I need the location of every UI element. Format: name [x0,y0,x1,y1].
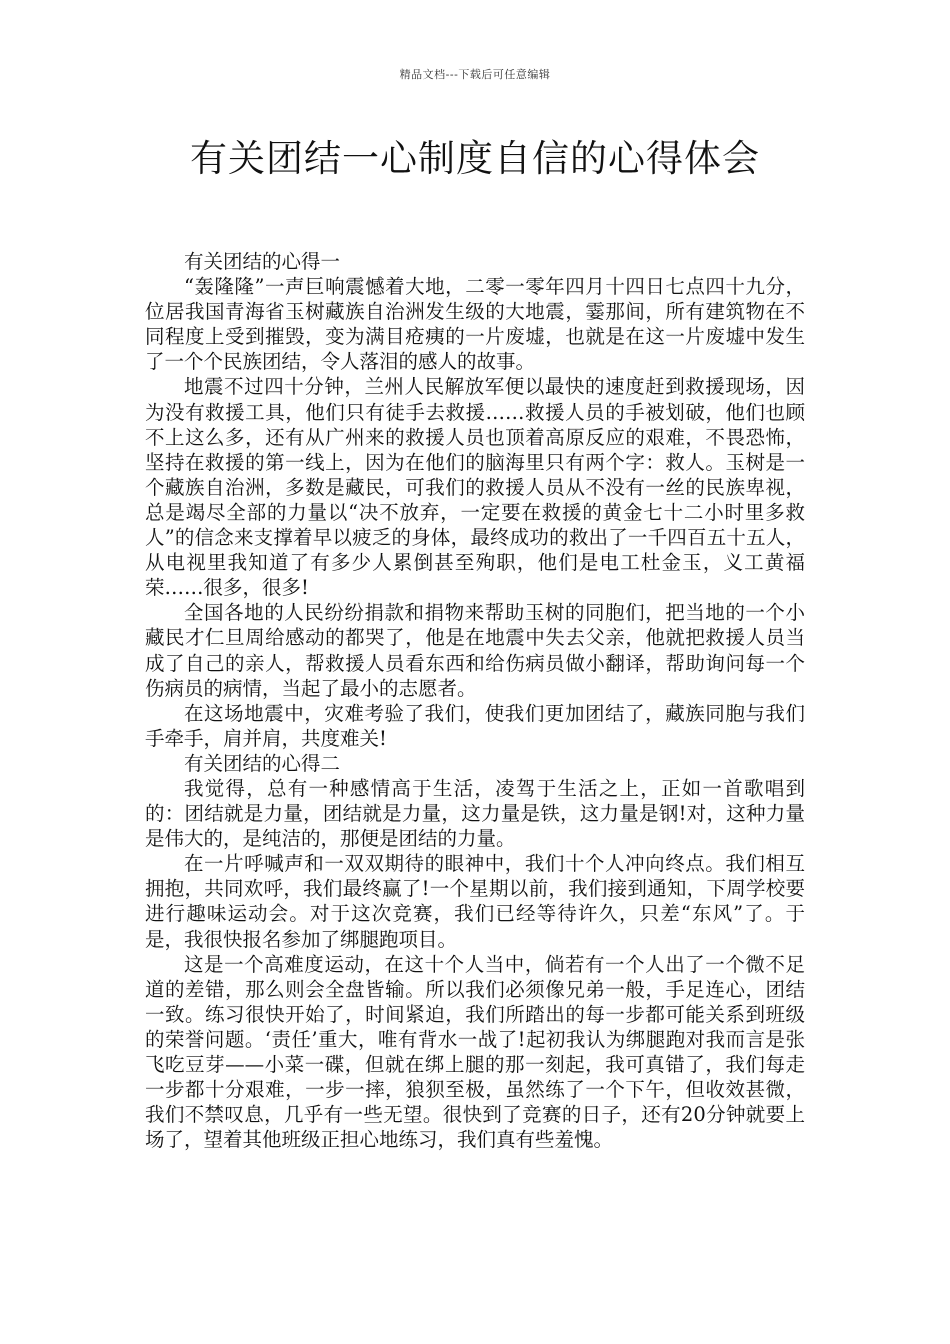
document-body [145,249,805,1152]
body-paragraph: 我觉得，总有一种感情高于生活，凌驾于生活之上，正如一首歌唱到的：团结就是力量，团结就是力量，这力量是铁，这力量是钢!对，这种力量是伟大的，是纯洁的，那便是团结的力量。 [145,776,805,851]
body-paragraph: 地震不过四十分钟，兰州人民解放军便以最快的速度赶到救援现场，因为没有救援工具，他们只有徒手去救援……救援人员的手被划破，他们也顾不上这么多，还有从广州来的救援人员也顶着高原反应的艰难，不畏恐怖，坚持在救援的第一线上，因为在他们的脑海里只有两个字：救人。玉树是一个藏族自治洲，多数是藏民，可我们的救援人员从不没有一丝的民族卑视，总是竭尽全部的力量以“决不放弃，一定要在救援的黄金七十二小时里多救人”的信念来支撑着早以疲乏的身体，最终成功的救出了一千四百五十五人，从电视里我知道了有多少人累倒甚至殉职，他们是电工杜金玉，义工黄福荣……很多，很多! [145,375,805,600]
body-paragraph: 全国各地的人民纷纷捐款和捐物来帮助玉树的同胞们，把当地的一个小藏民才仁旦周给感动的都哭了，他是在地震中失去父亲，他就把救援人员当成了自己的亲人，帮救援人员看东西和给伤病员做小翻译，帮助询问每一个伤病员的病情，当起了最小的志愿者。 [145,601,805,700]
body-paragraph: 在这场地震中，灾难考验了我们，使我们更加团结了，藏族同胞与我们手牵手，肩并肩，共度难关! [145,701,805,750]
body-paragraph: 这是一个高难度运动，在这十个人当中，倘若有一个人出了一个微不足道的差错，那么则会全盘皆输。所以我们必须像兄弟一般，手足连心，团结一致。练习很快开始了，时间紧迫，我们所踏出的每一步都可能关系到班级的荣誉问题。‘责任’重大，唯有背水一战了!起初我认为绑腿跑对我而言是张飞吃豆芽——小菜一碟，但就在绑上腿的那一刻起，我可真错了，我们每走一步都十分艰难，一步一摔，狼狈至极，虽然练了一个下午，但收效甚微，我们不禁叹息，几乎有一些无望。很快到了竞赛的日子，还有20分钟就要上场了，望着其他班级正担心地练习，我们真有些羞愧。 [145,952,805,1152]
header-note: 精品文档---下载后可任意编辑 [399,68,551,81]
document-title: 有关团结一心制度自信的心得体会 [190,137,760,180]
section-heading: 有关团结的心得一 [184,250,341,273]
body-paragraph: 在一片呼喊声和一双双期待的眼神中，我们十个人冲向终点。我们相互拥抱，共同欢呼，我们最终赢了!一个星期以前，我们接到通知，下周学校要进行趣味运动会。对于这次竞赛，我们已经等待许久，只差“东风”了。于是，我很快报名参加了绑腿跑项目。 [145,852,805,951]
section-heading: 有关团结的心得二 [184,751,341,775]
body-paragraph: “轰隆隆”一声巨响震憾着大地，二零一零年四月十四日七点四十九分，位居我国青海省玉树藏族自治洲发生级的大地震，霎那间，所有建筑物在不同程度上受到摧毁，变为满目疮痍的一片废墟，也就是在这一片废墟中发生了一个个民族团结，令人落泪的感人的故事。 [145,275,805,374]
